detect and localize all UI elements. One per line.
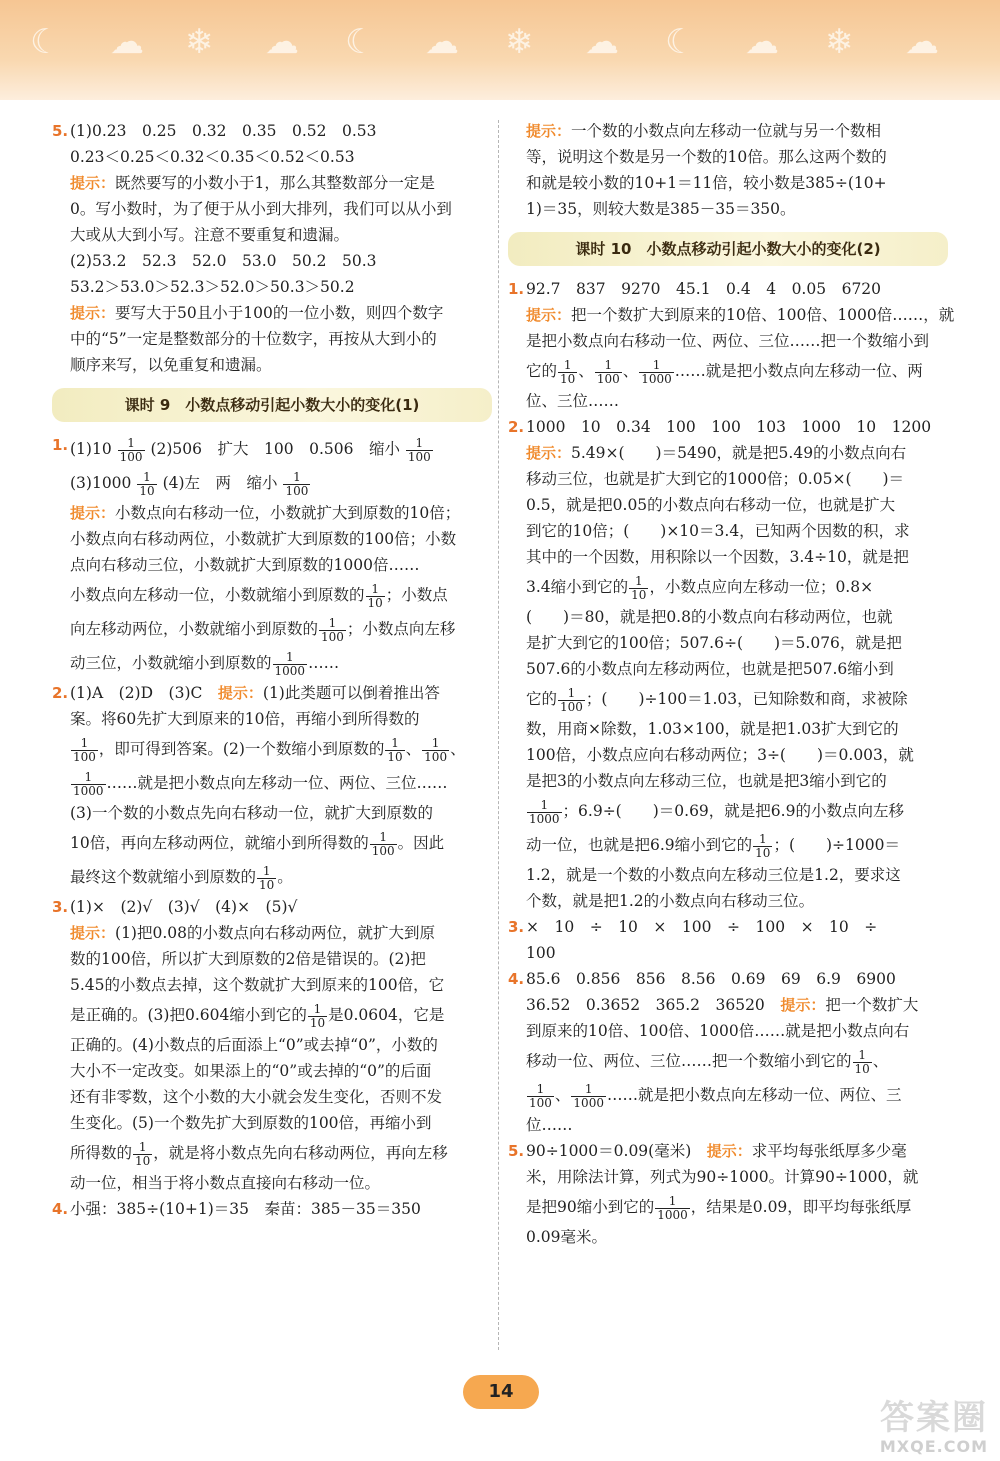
hint-text: 移动一位、两位、三位……把一个数缩小到它的: [526, 1052, 852, 1070]
moon-icon: ☾: [30, 22, 61, 62]
item-number: 3.: [508, 918, 525, 936]
hint-text: 数，用商×除数，1.03×100，就是把1.03扩大到它的: [526, 720, 899, 738]
hint-text: ，即可得到答案。(2)一个数缩小到原数的: [98, 740, 385, 758]
hint-text: ；小数点向左移: [346, 620, 456, 638]
answer-text: 90÷1000＝0.09(毫米): [526, 1142, 692, 1160]
hint-text: 正确的。(4)小数点的后面添上“0”或去掉“0”，小数的: [70, 1036, 438, 1054]
hint-text: ，结果是0.09，即平均每张纸厚: [690, 1198, 912, 1216]
moon-icon: ☾: [665, 22, 696, 62]
item-number: 2.: [508, 418, 525, 436]
hint-text: 个数，就是把1.2的小数点向右移动三位。: [526, 892, 815, 910]
cloud-icon: ☁: [425, 22, 459, 62]
hint-label: 提示：: [526, 122, 572, 140]
fraction: $\frac{1}{100}$: [424, 735, 448, 764]
hint-text: 中的“5”一定是整数部分的十位数字，再按从大到小的: [70, 330, 437, 348]
answer-text: (1)10: [70, 440, 112, 458]
fraction: $\frac{1}{1000}$: [274, 649, 306, 678]
answer-text: (2)53.2 52.3 52.0 53.0 50.2 50.3: [70, 252, 377, 270]
hint-text: 点向右移动三位，小数就扩大到原数的1000倍……: [70, 556, 420, 574]
hint-text: 和就是较小数的10+1＝11倍，较小数是385÷(10+: [526, 174, 887, 192]
hint-text: 小数点向右移动两位，小数就扩大到原数的100倍；小数: [70, 530, 457, 548]
hint-text: 10倍，再向左移动两位，就缩小到所得数的: [70, 834, 369, 852]
header-banner: [0, 0, 1000, 100]
hint-label: 提示：: [780, 996, 826, 1014]
answer-item-4: [52, 1196, 492, 1222]
fraction: $\frac{1}{100}$: [119, 435, 143, 464]
hint-text: 把一个数扩大: [825, 996, 919, 1014]
fraction: $\frac{1}{10}$: [387, 735, 403, 764]
hint-text: 到它的10倍；( )×10＝3.4，已知两个因数的积，求: [526, 522, 910, 540]
answer-item-5: [52, 118, 492, 378]
hint-text: 米，用除法计算，列式为90÷1000。计算90÷1000，就: [526, 1168, 919, 1186]
hint-text: 。因此: [397, 834, 445, 852]
hint-text: 动三位，小数就缩小到原数的: [70, 654, 272, 672]
hint-text: ……就是把小数点向左移动一位、两: [674, 362, 923, 380]
answer-item-1: [52, 432, 492, 680]
answer-text: 0.23＜0.25＜0.32＜0.35＜0.52＜0.53: [70, 148, 355, 166]
answer-text: 100: [526, 944, 556, 962]
item-number: 1.: [508, 280, 525, 298]
hint-text: 还有非零数，这个小数的大小就会发生变化，否则不发: [70, 1088, 443, 1106]
hint-text: 5.45的小数点去掉，这个数就扩大到原来的100倍，它: [70, 976, 445, 994]
hint-text: ……就是把小数点向左移动一位、两位、三: [606, 1086, 902, 1104]
hint-text: 到原来的10倍、100倍、1000倍……就是把小数点向右: [526, 1022, 910, 1040]
hint-text: 案。将60先扩大到原来的10倍，再缩小到所得数的: [70, 710, 420, 728]
hint-text: ；( )÷100＝1.03，已知除数和商，求被除: [585, 690, 908, 708]
answer-item-5: [508, 1138, 948, 1250]
answer-text: 85.6 0.856 856 8.56 0.69 69 6.9 6900: [526, 970, 896, 988]
answer-text: (1)0.23 0.25 0.32 0.35 0.52 0.53: [70, 122, 377, 140]
snow-icon: ❄: [185, 22, 214, 62]
hint-text: ；小数点: [385, 586, 448, 604]
cloud-icon: ☁: [905, 22, 939, 62]
item-number: 2.: [52, 684, 69, 702]
fraction: $\frac{1}{100}$: [371, 829, 395, 858]
watermark: [778, 1398, 988, 1458]
answer-item-2: [508, 414, 948, 914]
answer-item-3: [52, 894, 492, 1196]
fraction: $\frac{1}{1000}$: [657, 1193, 688, 1222]
hint-text: ，小数点应向左移动一位；0.8×: [649, 578, 874, 596]
fraction: $\frac{1}{10}$: [135, 1139, 151, 1168]
fraction: $\frac{1}{100}$: [560, 685, 583, 714]
hint-text: ( )＝80，就是把0.8的小数点向右移动两位，也就: [526, 608, 893, 626]
left-column: [52, 118, 492, 1222]
hint-text: 大或从大到小写。注意不要重复和遗漏。: [70, 226, 350, 244]
fraction: $\frac{1}{1000}$: [73, 769, 104, 798]
item-number: 5.: [52, 122, 69, 140]
answer-text: (4)左 两 缩小: [162, 474, 278, 492]
section-title-lesson-10: 课时 10 小数点移动引起小数大小的变化(2): [508, 232, 948, 266]
hint-text: 大小不一定改变。如果添上的“0”或去掉的“0”的后面: [70, 1062, 432, 1080]
fraction: $\frac{1}{100}$: [285, 469, 309, 498]
hint-text: 等，说明这个数是另一个数的10倍。那么这两个数的: [526, 148, 887, 166]
hint-text: 是把小数点向右移动一位、两位、三位……把一个数缩小到: [526, 332, 930, 350]
fraction: $\frac{1}{10}$: [309, 1001, 326, 1030]
answer-item-1: 1. 92.7 837 9270 45.1 0.4 4 0.05 6720 提示：把一个数扩大到原来的10倍、100倍、1000倍……，就 是把小数点向右移动一位、两位、三位……把一个数缩小到 它的 $\frac{1}{10}$ 、 $\frac{1}{100}$ 、 $\frac{1}{1000}$ ……就是把小数点向左移动一位、两 位、三位……: [508, 276, 948, 414]
hint-text: 100倍，小数点应向右移动两位；3÷( )＝0.003，就: [526, 746, 914, 764]
hint-text: 所得数的: [70, 1144, 133, 1162]
answer-text: × 10 ÷ 10 × 100 ÷ 100 × 10 ÷: [526, 918, 878, 936]
hint-text: 0.5，就是把0.05的小数点向右移动一位，也就是扩大: [526, 496, 896, 514]
hint-text: 向左移动两位，小数就缩小到原数的: [70, 620, 319, 638]
hint-text: (1)此类题可以倒着推出答: [262, 684, 440, 702]
answer-item-3: [508, 914, 948, 966]
hint-text: 0.09毫米。: [526, 1228, 608, 1246]
hint-text: ……: [308, 654, 340, 672]
hint-text: 要写大于50且小于100的一位小数，则四个数字: [115, 304, 444, 322]
hint-text: 数的100倍，所以扩大到原数的2倍是错误的。(2)把: [70, 950, 426, 968]
hint-text: (1)把0.08的小数点向右移动两位，就扩大到原: [115, 924, 435, 942]
hint-text: 既然要写的小数小于1，那么其整数部分一定是: [115, 174, 435, 192]
answer-text: 1000 10 0.34 100 100 103 1000 10 1200: [526, 418, 932, 436]
hint-text: 位、三位……: [526, 392, 620, 410]
hint-text: 动一位，相当于将小数点直接向右移动一位。: [70, 1174, 381, 1192]
item-number: 1.: [52, 436, 69, 454]
fraction: $\frac{1}{100}$: [596, 357, 620, 386]
fraction: $\frac{1}{10}$: [854, 1047, 870, 1076]
hint-text: ……就是把小数点向左移动一位、两位、三位……: [106, 774, 448, 792]
hint-text: 是扩大到它的100倍；507.6÷( )＝5.076，就是把: [526, 634, 902, 652]
hint-text: 小数点向左移动一位，小数就缩小到原数的: [70, 586, 365, 604]
hint-text: 顺序来写，以免重复和遗漏。: [70, 356, 272, 374]
answer-text: 36.52 0.3652 365.2 36520: [526, 996, 765, 1014]
cloud-icon: ☁: [110, 22, 144, 62]
fraction: $\frac{1}{100}$: [321, 615, 344, 644]
hint-label: 提示：: [706, 1142, 752, 1160]
column-divider: [498, 120, 499, 1350]
item-number: 5.: [508, 1142, 525, 1160]
hint-text: 0。写小数时，为了便于从小到大排列，我们可以从小到: [70, 200, 452, 218]
page-number: 14: [463, 1375, 539, 1409]
fraction: $\frac{1}{10}$: [755, 831, 771, 860]
hint-text: 507.6的小数点向左移动两位，也就是把507.6缩小到: [526, 660, 894, 678]
fraction: $\frac{1}{100}$: [529, 1081, 552, 1110]
watermark-url: MXQE.COM: [879, 1437, 988, 1456]
hint-text: 3.4缩小到它的: [526, 578, 629, 596]
hint-text: 把一个数扩大到原来的10倍、100倍、1000倍……，就: [571, 306, 955, 324]
right-column: [508, 118, 955, 1250]
snow-icon: ❄: [505, 22, 534, 62]
hint-text: 小数点向右移动一位，小数就扩大到原数的10倍；: [115, 504, 461, 522]
hint-text: 1.2，就是一个数的小数点向左移动三位是1.2，要求这: [526, 866, 901, 884]
section-title-lesson-9: 课时 9 小数点移动引起小数大小的变化(1): [52, 388, 492, 422]
answer-text: (3)1000: [70, 474, 132, 492]
hint-label: 提示：: [70, 174, 116, 192]
answer-text: 小强：385÷(10+1)＝35 秦苗：385－35＝350: [70, 1200, 421, 1218]
fraction: $\frac{1}{10}$: [259, 863, 275, 892]
hint-label: 提示：: [70, 924, 116, 942]
hint-text: ，就是将小数点先向右移动两位，再向左移: [153, 1144, 448, 1162]
watermark-logo: 答案圈: [880, 1398, 988, 1438]
hint-text: 移动三位，也就是扩大到它的1000倍；0.05×( )＝: [526, 470, 905, 488]
hint-text: 其中的一个因数，用积除以一个因数，3.4÷10，就是把: [526, 548, 909, 566]
hint-text: 5.49×( )＝5490，就是把5.49的小数点向右: [571, 444, 907, 462]
hint-text: 求平均每张纸厚多少毫: [751, 1142, 907, 1160]
cloud-icon: ☁: [585, 22, 619, 62]
hint-text: 动一位，也就是把6.9缩小到它的: [526, 836, 753, 854]
hint-text: 一个数的小数点向左移动一位就与另一个数相: [571, 122, 882, 140]
hint-label: 提示：: [526, 306, 572, 324]
hint-text: 它的: [526, 362, 558, 380]
cloud-icon: ☁: [265, 22, 299, 62]
hint-text: 1)＝35，则较大数是385－35＝350。: [526, 200, 796, 218]
hint-label: 提示：: [70, 504, 116, 522]
hint-label: 提示：: [217, 684, 263, 702]
hint-text: 是0.0604，它是: [328, 1006, 445, 1024]
hint-text: 位……: [526, 1116, 573, 1134]
answer-text: 92.7 837 9270 45.1 0.4 4 0.05 6720: [526, 280, 882, 298]
fraction: $\frac{1}{1000}$: [573, 1081, 604, 1110]
fraction: $\frac{1}{10}$: [139, 469, 155, 498]
hint-text: ；6.9÷( )＝0.69，就是把6.9的小数点向左移: [562, 802, 904, 820]
item-number: 4.: [508, 970, 525, 988]
hint-text: (3)一个数的小数点先向右移动一位，就扩大到原数的: [70, 804, 433, 822]
cloud-icon: ☁: [745, 22, 779, 62]
hint-text: 是正确的。(3)把0.604缩小到它的: [70, 1006, 307, 1024]
hint-text: 最终这个数就缩小到原数的: [70, 868, 257, 886]
hint-label: 提示：: [70, 304, 116, 322]
answer-text: (1)A (2)D (3)C: [70, 684, 203, 702]
hint-text: 是把3的小数点向左移动三位，也就是把3缩小到它的: [526, 772, 887, 790]
hint-label: 提示：: [526, 444, 572, 462]
fraction: $\frac{1}{1000}$: [529, 797, 560, 826]
answer-text: (1)× (2)√ (3)√ (4)× (5)√: [70, 898, 298, 916]
fraction: $\frac{1}{10}$: [367, 581, 383, 610]
fraction: $\frac{1}{10}$: [560, 357, 576, 386]
answer-item-4: 4. 85.6 0.856 856 8.56 0.69 69 6.9 6900 36.52 0.3652 365.2 36520 提示：把一个数扩大 到原来的10倍、100倍、1000倍……就是把小数点向右 移动一位、两位、三位……把一个数缩小到它的 $\frac{1}{10}$ 、 $\frac{1}{100}$ 、 $\frac{1}{1000}$ ……就是把小数点向左移动一位、两位、三 位……: [508, 966, 948, 1138]
answer-item-2: 2. (1)A (2)D (3)C 提示：(1)此类题可以倒着推出答 案。将60先扩大到原来的10倍，再缩小到所得数的 $\frac{1}{100}$ ，即可得到答案。(2)一个数缩小到原数的 $\frac{1}{10}$ 、 $\frac{1}{100}$ 、 $\frac{1}{1000}$ ……就是把小数点向左移动一位、两位、三位…… (3)一个数的小数点先向右移动一位，就扩大到原数的 10倍，再向左移动两位，就缩小到所得数的 $\frac{1}{100}$ 。因此 最终这个数就缩小到原数的 $\frac{1}{10}$ 。: [52, 680, 492, 894]
hint-text: 它的: [526, 690, 558, 708]
fraction: $\frac{1}{100}$: [407, 435, 431, 464]
item-number: 4.: [52, 1200, 69, 1218]
fraction: $\frac{1}{10}$: [631, 573, 647, 602]
moon-icon: ☾: [345, 22, 376, 62]
snow-icon: ❄: [825, 22, 854, 62]
hint-text: 是把90缩小到它的: [526, 1198, 655, 1216]
item-number: 3.: [52, 898, 69, 916]
answer-item-4-continued: [508, 118, 948, 222]
fraction: $\frac{1}{1000}$: [641, 357, 672, 386]
hint-text: 生变化。(5)一个数先扩大到原数的100倍，再缩小到: [70, 1114, 432, 1132]
fraction: $\frac{1}{100}$: [73, 735, 96, 764]
answer-text: 53.2＞53.0＞52.3＞52.0＞50.3＞50.2: [70, 278, 355, 296]
hint-text: ；( )÷1000＝: [773, 836, 900, 854]
answer-text: (2)506 扩大 100 0.506 缩小: [150, 440, 400, 458]
hint-text: 。: [277, 868, 293, 886]
